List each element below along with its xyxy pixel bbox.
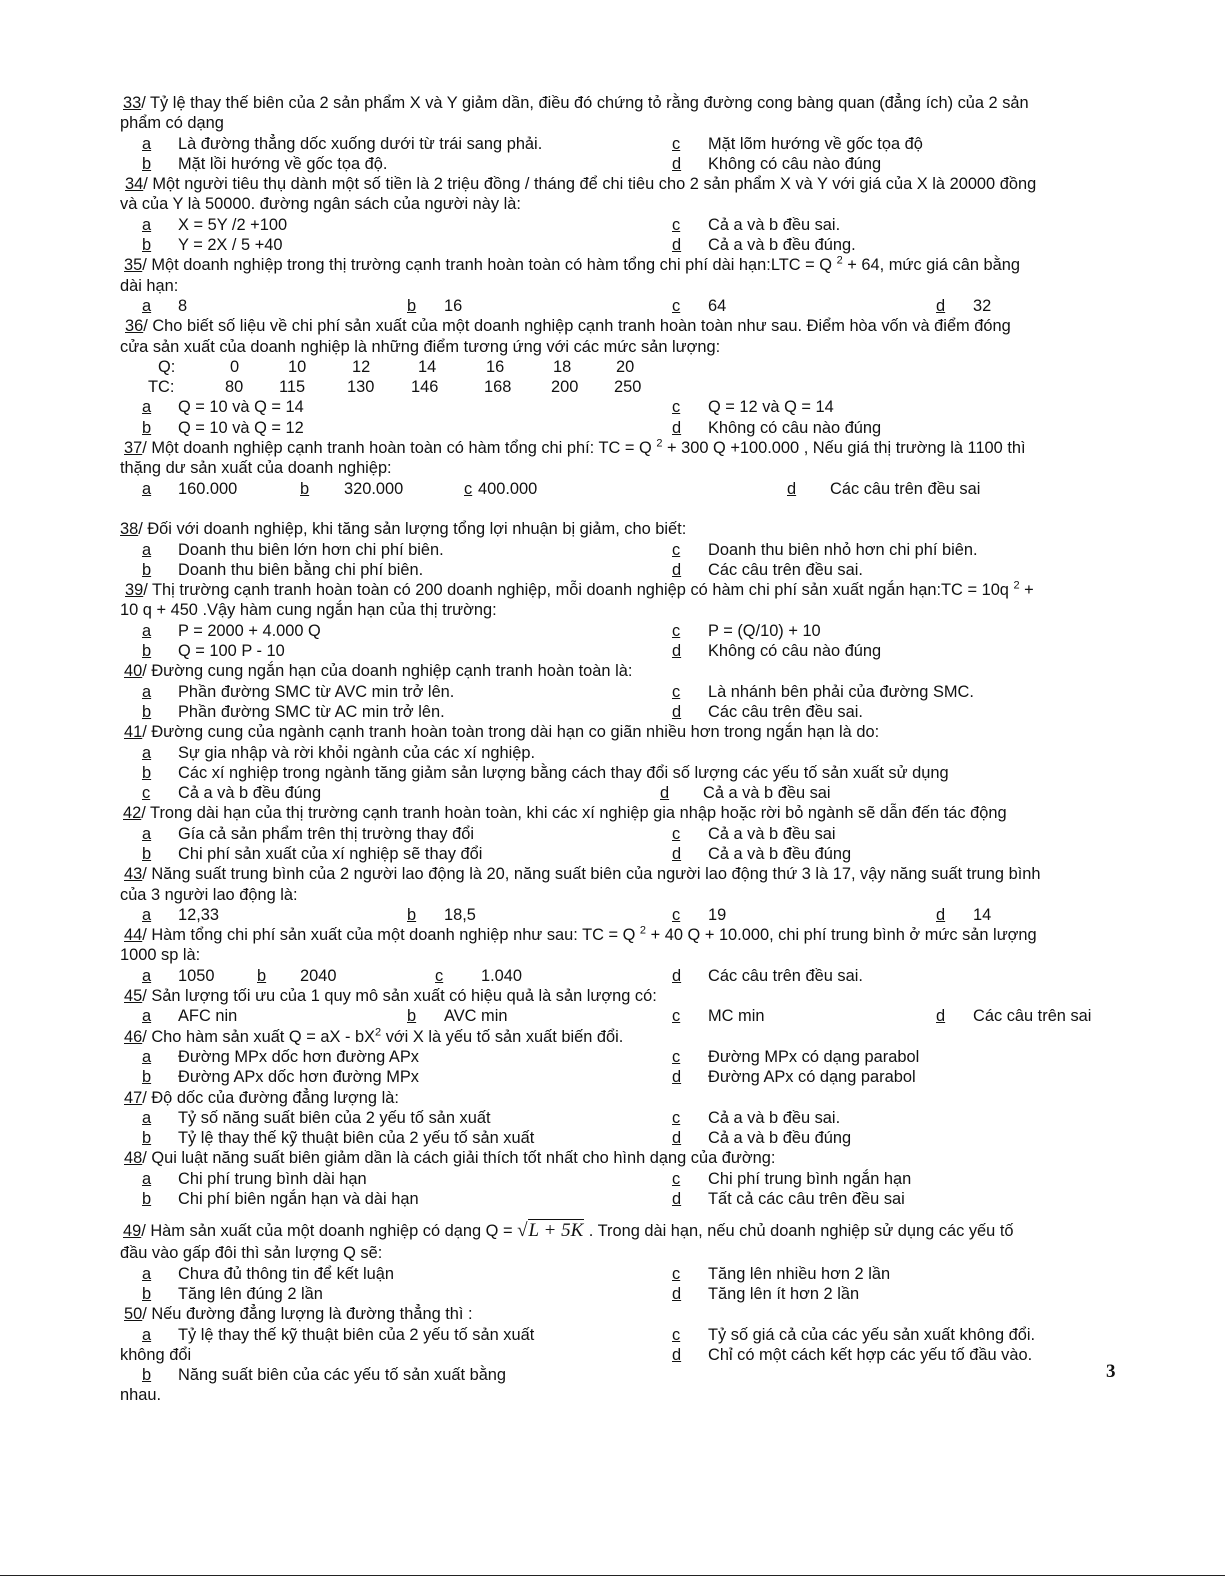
answer-row: [120, 418, 1120, 438]
option-c-text: MC min: [708, 1007, 765, 1026]
option-a-label[interactable]: a: [142, 1169, 152, 1188]
option-c-label[interactable]: c: [142, 784, 151, 803]
option-c-text: Là nhánh bên phải của đường SMC.: [708, 682, 974, 701]
superscript: 2: [375, 1026, 382, 1039]
answer-row: [120, 235, 1120, 255]
option-c-text: P = (Q/10) + 10: [708, 621, 821, 640]
table-cell: 200: [551, 378, 579, 397]
option-b-text: Đường APx dốc hơn đường MPx: [178, 1068, 419, 1087]
question-text-cont: 10 q + 450 .Vậy hàm cung ngắn hạn của thị trường:: [120, 601, 497, 620]
option-b-text: 16: [444, 296, 463, 315]
question-number: 34: [125, 175, 144, 194]
question-text: / Đường cung của ngành cạnh tranh hoàn toàn trong dài hạn co giãn nhiều hơn trong ngắn hạn là do:: [142, 723, 880, 742]
option-b-label[interactable]: b: [407, 905, 417, 924]
option-a-label[interactable]: a: [142, 296, 152, 315]
option-b-text: Chi phí biên ngắn hạn và dài hạn: [178, 1190, 419, 1209]
question-number: 39: [125, 581, 144, 600]
option-c-text: Tỷ số giá cả của các yếu sản xuất không đổi.: [708, 1325, 1036, 1344]
question-text-cont: 1000 sp là:: [120, 946, 201, 965]
table-cell: 20: [616, 357, 635, 376]
option-b-label[interactable]: b: [142, 1190, 152, 1209]
table-cell: 0: [230, 357, 240, 376]
option-d-label[interactable]: d: [672, 236, 682, 255]
option-a-text: AFC nin: [178, 1007, 238, 1026]
superscript: 2: [639, 924, 647, 937]
question-text-cont: thặng dư sản xuất của doanh nghiệp:: [120, 459, 392, 478]
option-d-text: 32: [973, 296, 992, 315]
option-a-label[interactable]: a: [142, 479, 152, 498]
question-number: 45: [124, 987, 143, 1006]
option-c-label[interactable]: c: [672, 1108, 681, 1127]
question-text: . Trong dài hạn, nếu chủ doanh nghiệp sử dụng các yếu tố: [584, 1222, 1014, 1241]
answer-row: [120, 479, 1120, 499]
option-d-text: Tăng lên ít hơn 2 lần: [708, 1284, 860, 1303]
answer-row: [120, 844, 1120, 864]
option-d-text: Cả a và b đều đúng: [708, 844, 852, 863]
question-text: / Một doanh nghiệp cạnh tranh hoàn toàn có hàm tổng chi phí: TC = Q: [142, 439, 657, 458]
option-b-text: Năng suất biên của các yếu tố sản xuất bằng: [178, 1366, 507, 1385]
option-d-label[interactable]: d: [936, 905, 946, 924]
question-40: [120, 661, 1120, 681]
option-b-label[interactable]: b: [142, 702, 152, 721]
option-b-text: 18,5: [444, 905, 476, 924]
question-47: [120, 1088, 1120, 1108]
option-a-text: Q = 10 và Q = 14: [178, 398, 304, 417]
question-text: / Sản lượng tối ưu của 1 quy mô sản xuất có hiệu quả là sản lượng có:: [142, 987, 657, 1006]
question-49: [120, 1209, 1120, 1243]
option-a-text: P = 2000 + 4.000 Q: [178, 621, 321, 640]
option-d-text: Cả a và b đều đúng: [708, 1129, 852, 1148]
page-number: 3: [1106, 1361, 1116, 1382]
question-43: [120, 864, 1120, 884]
table-label: TC:: [148, 378, 175, 397]
option-c-text: Tăng lên nhiều hơn 2 lần: [708, 1264, 891, 1283]
table-cell: 16: [486, 357, 505, 376]
option-b-label[interactable]: b: [142, 1284, 152, 1303]
answer-row: [120, 560, 1120, 580]
table-cell: 14: [418, 357, 437, 376]
option-a-text: X = 5Y /2 +100: [178, 215, 288, 234]
question-41: [120, 722, 1120, 742]
question-text: / Tỷ lệ thay thế biên của 2 sản phẩm X và Y giảm dần, điều đó chứng tỏ rằng đường cong bàng quan (đẳng ích) của 2 sản: [141, 94, 1029, 112]
question-text: / Năng suất trung bình của 2 người lao động là 20, năng suất biên của người lao động thứ 3 là 17, vậy năng suất trung bình: [142, 865, 1041, 884]
option-c-label[interactable]: c: [672, 134, 681, 153]
answer-row: [120, 682, 1120, 702]
answer-row: [120, 621, 1120, 641]
question-text: / Đường cung ngắn hạn của doanh nghiệp cạnh tranh hoàn toàn là:: [142, 662, 633, 681]
option-b-text: 2040: [300, 966, 337, 985]
question-text: / Trong dài hạn của thị trường cạnh tranh hoàn toàn, khi các xí nghiệp gia nhập hoặc rời bỏ ngành sẽ dẫn đến tác động: [141, 804, 1007, 823]
answer-row: [120, 1284, 1120, 1304]
question-number: 37: [124, 439, 143, 458]
option-d-label[interactable]: d: [672, 418, 682, 437]
question-45: [120, 986, 1120, 1006]
option-c-text: 1.040: [481, 966, 523, 985]
option-a-text: 8: [178, 296, 188, 315]
option-a-label[interactable]: a: [142, 215, 152, 234]
option-c-text: Đường MPx có dạng parabol: [708, 1047, 920, 1066]
answer-row: [120, 905, 1120, 925]
answer-row: [120, 702, 1120, 722]
question-text: / Độ dốc của đường đẳng lượng là:: [142, 1088, 399, 1107]
option-a-label[interactable]: a: [142, 1007, 152, 1026]
option-b-label[interactable]: b: [142, 1366, 152, 1385]
answer-row: [120, 1169, 1120, 1189]
option-b-text: Q = 10 và Q = 12: [178, 418, 304, 437]
table-cell: 18: [553, 357, 572, 376]
question-number: 43: [124, 865, 143, 884]
option-b-text: Doanh thu biên bằng chi phí biên.: [178, 560, 424, 579]
option-c-label[interactable]: c: [672, 1007, 681, 1026]
option-c-label[interactable]: c: [672, 1169, 681, 1188]
option-d-text: Tất cả các câu trên đều sai: [708, 1190, 905, 1209]
option-c-text: 400.000: [478, 479, 538, 498]
table-cell: 146: [411, 378, 439, 397]
option-c-label[interactable]: c: [672, 905, 681, 924]
option-b-label[interactable]: b: [300, 479, 310, 498]
option-a-label[interactable]: a: [142, 134, 152, 153]
option-c-label[interactable]: c: [672, 1264, 681, 1283]
question-text: +: [1019, 581, 1034, 600]
table-cell: 10: [288, 357, 307, 376]
question-text: + 64, mức giá cân bằng: [842, 256, 1020, 275]
option-b-label[interactable]: b: [142, 844, 152, 863]
question-text: với X là yếu tố sản xuất biến đổi.: [381, 1027, 624, 1046]
answer-row: [120, 215, 1120, 235]
option-c-text: Cả a và b đều sai.: [708, 1108, 841, 1127]
question-48: [120, 1148, 1120, 1168]
answer-row: [120, 1108, 1120, 1128]
option-c-label[interactable]: c: [464, 479, 473, 498]
superscript: 2: [1013, 579, 1020, 592]
table-label: Q:: [158, 357, 176, 376]
question-text: / Một doanh nghiệp trong thị trường cạnh tranh hoàn toàn có hàm tổng chi phí dài hạn:LTC = Q: [142, 256, 837, 275]
answer-row: [120, 1128, 1120, 1148]
question-text: / Đối với doanh nghiệp, khi tăng sản lượng tổng lợi nhuận bị giảm, cho biết:: [138, 520, 687, 539]
question-number: 47: [124, 1088, 143, 1107]
question-number: 50: [124, 1305, 143, 1324]
option-a-text: Chi phí trung bình dài hạn: [178, 1169, 367, 1188]
option-c-text: Cả a và b đều đúng: [178, 784, 322, 803]
option-a-label[interactable]: a: [142, 966, 152, 985]
table-cell: 250: [614, 378, 642, 397]
superscript: 2: [656, 437, 663, 450]
option-d-text: Cả a và b đều đúng.: [708, 236, 856, 255]
data-table-q-row: [120, 357, 1120, 377]
question-text: + 40 Q + 10.000, chi phí trung bình ở mức sản lượng: [646, 926, 1037, 945]
question-text: / Thị trường cạnh tranh hoàn toàn có 200 doanh nghiệp, mỗi doanh nghiệp có hàm chi phí sản xuất ngắn hạn:TC = 10q: [143, 581, 1014, 600]
option-d-label[interactable]: d: [672, 642, 682, 661]
option-d-text: Các câu trên đều sai: [830, 479, 981, 498]
question-number: 35: [124, 256, 143, 275]
answer-row: [120, 1047, 1120, 1067]
answer-row: [120, 1189, 1120, 1209]
option-b-text: Phần đường SMC từ AC min trở lên.: [178, 702, 445, 721]
question-42: [120, 803, 1120, 823]
option-c-label[interactable]: c: [672, 1325, 681, 1344]
question-39: [120, 580, 1120, 600]
option-a-label[interactable]: a: [142, 905, 152, 924]
option-c-label[interactable]: c: [672, 1047, 681, 1066]
option-b-text: Các xí nghiệp trong ngành tăng giảm sản lượng bằng cách thay đổi số lượng các yếu tố sản xuất sử dụng: [178, 763, 949, 782]
question-text: / Hàm tổng chi phí sản xuất của một doanh nghiệp như sau: TC = Q: [142, 926, 640, 945]
superscript: 2: [836, 254, 843, 267]
question-text-cont: dài hạn:: [120, 276, 179, 295]
table-cell: 12: [352, 357, 371, 376]
option-c-label[interactable]: c: [672, 621, 681, 640]
option-d-label[interactable]: d: [672, 966, 682, 985]
table-cell: 168: [484, 378, 512, 397]
option-a-text: Sự gia nhập và rời khỏi ngành của các xí nghiệp.: [178, 743, 536, 762]
option-a-label[interactable]: a: [142, 824, 152, 843]
option-c-text: Chi phí trung bình ngắn hạn: [708, 1169, 912, 1188]
table-cell: 80: [225, 378, 244, 397]
bottom-divider: [0, 1575, 1225, 1576]
option-c-text: Cả a và b đều sai.: [708, 215, 841, 234]
option-b-text: Mặt lồi hướng về gốc tọa độ.: [178, 154, 388, 173]
option-b-label[interactable]: b: [142, 642, 152, 661]
option-d-text: Chỉ có một cách kết hợp các yếu tố đầu vào.: [708, 1345, 1033, 1364]
option-d-label[interactable]: d: [672, 1068, 682, 1087]
answer-row: [120, 763, 1120, 783]
option-d-label[interactable]: d: [936, 1007, 946, 1026]
option-d-text: Các câu trên đều sai.: [708, 966, 863, 985]
question-37: [120, 438, 1120, 458]
option-d-text: Không có câu nào đúng: [708, 154, 882, 173]
option-c-text: 19: [708, 905, 727, 924]
answer-row: [120, 1264, 1120, 1284]
option-d-label[interactable]: d: [672, 1345, 682, 1364]
question-text-cont: và của Y là 50000. đường ngân sách của người này là:: [120, 195, 521, 214]
option-b-label[interactable]: b: [407, 296, 417, 315]
answer-row: [120, 641, 1120, 661]
option-a-label[interactable]: a: [142, 1325, 152, 1344]
option-a-text: Tỷ số năng suất biên của 2 yếu tố sản xuất: [178, 1108, 491, 1127]
option-a-label[interactable]: a: [142, 1047, 152, 1066]
option-c-text: Mặt lõm hướng về gốc tọa độ: [708, 134, 923, 153]
option-c-label[interactable]: c: [672, 296, 681, 315]
option-b-label[interactable]: b: [142, 418, 152, 437]
question-text: / Nếu đường đẳng lượng là đường thẳng thì :: [142, 1305, 473, 1324]
answer-row: [120, 397, 1120, 417]
answer-row: [120, 540, 1120, 560]
option-d-label[interactable]: d: [787, 479, 797, 498]
question-text-cont: đầu vào gấp đôi thì sản lượng Q sẽ:: [120, 1244, 383, 1263]
option-a-text: 12,33: [178, 905, 220, 924]
question-number: 38: [120, 520, 139, 539]
option-a-label[interactable]: a: [142, 743, 152, 762]
option-a-text: Đường MPx dốc hơn đường APx: [178, 1047, 419, 1066]
option-d-label[interactable]: d: [672, 1129, 682, 1148]
answer-row: [120, 1325, 1120, 1345]
option-b-label[interactable]: b: [142, 560, 152, 579]
option-b-text: Chi phí sản xuất của xí nghiệp sẽ thay đổi: [178, 844, 483, 863]
option-b-label[interactable]: b: [142, 154, 152, 173]
question-text-cont: của 3 người lao động là:: [120, 885, 298, 904]
option-a-text: Doanh thu biên lớn hơn chi phí biên.: [178, 540, 444, 559]
option-a-label[interactable]: a: [142, 540, 152, 559]
question-number: 46: [124, 1027, 143, 1046]
question-number: 42: [123, 804, 142, 823]
question-44: [120, 925, 1120, 945]
question-text: / Qui luật năng suất biên giảm dần là cách giải thích tốt nhất cho hình dạng của đường:: [142, 1149, 776, 1168]
option-a-text: Chưa đủ thông tin để kết luận: [178, 1264, 395, 1283]
option-a-text: Tỷ lệ thay thế kỹ thuật biên của 2 yếu tố sản xuất: [178, 1325, 535, 1344]
question-number: 33: [123, 94, 142, 112]
option-c-text: Cả a và b đều sai: [708, 824, 836, 843]
option-b-text: AVC min: [444, 1007, 508, 1026]
option-d-text: Các câu trên đều sai.: [708, 702, 863, 721]
question-text-cont: cửa sản xuất của doanh nghiệp là những điểm tương ứng với các mức sản lượng:: [120, 337, 721, 356]
option-a-label[interactable]: a: [142, 1264, 152, 1283]
question-50: [120, 1304, 1120, 1324]
option-d-label[interactable]: d: [672, 702, 682, 721]
option-b-label[interactable]: b: [142, 763, 152, 782]
question-text: / Hàm sản xuất của một doanh nghiệp có dạng Q =: [141, 1222, 518, 1241]
answer-row: [120, 154, 1120, 174]
option-d-label[interactable]: d: [672, 1284, 682, 1303]
option-a-label[interactable]: a: [142, 621, 152, 640]
option-d-label[interactable]: d: [672, 560, 682, 579]
option-b-text: Y = 2X / 5 +40: [178, 236, 283, 255]
question-36: [120, 316, 1120, 336]
option-d-text: 14: [973, 905, 992, 924]
answer-row: [120, 296, 1120, 316]
option-b-text: 320.000: [344, 479, 404, 498]
table-cell: 130: [347, 378, 375, 397]
option-d-text: Không có câu nào đúng: [708, 642, 882, 661]
answer-row: [120, 134, 1120, 154]
question-number: 44: [124, 926, 143, 945]
table-cell: 115: [279, 378, 306, 397]
option-c-label[interactable]: c: [672, 682, 681, 701]
option-c-label[interactable]: c: [672, 540, 681, 559]
question-number: 48: [124, 1149, 143, 1168]
question-number: 36: [125, 317, 144, 336]
option-d-label[interactable]: d: [672, 844, 682, 863]
option-d-text: Không có câu nào đúng: [708, 418, 882, 437]
option-a-text: 1050: [178, 966, 215, 985]
option-c-label[interactable]: c: [672, 398, 681, 417]
option-a-text: Gía cả sản phẩm trên thị trường thay đổi: [178, 824, 474, 843]
option-a-label[interactable]: a: [142, 1108, 152, 1127]
question-text: + 300 Q +100.000 , Nếu giá thị trường là 1100 thì: [662, 439, 1026, 458]
option-d-label[interactable]: d: [672, 1190, 682, 1209]
option-d-text: Các câu trên sai: [973, 1007, 1092, 1026]
question-number: 40: [124, 662, 143, 681]
option-c-label[interactable]: c: [672, 824, 681, 843]
question-38: [120, 519, 1120, 539]
option-d-label[interactable]: d: [672, 154, 682, 173]
option-b-text: Q = 100 P - 10: [178, 642, 285, 661]
option-b-text-cont: nhau.: [120, 1386, 162, 1405]
option-b-label[interactable]: b: [142, 236, 152, 255]
question-text-cont: phẩm có dạng: [120, 114, 224, 133]
question-46: [120, 1027, 1120, 1047]
answer-row: [120, 1006, 1120, 1026]
sqrt-formula: √L + 5K: [517, 1220, 584, 1242]
answer-row: [120, 1067, 1120, 1087]
answer-row: [120, 783, 1120, 803]
answer-row: [120, 966, 1120, 986]
answer-row: [120, 1365, 1120, 1385]
option-b-label[interactable]: b: [407, 1007, 417, 1026]
question-33: [120, 93, 1120, 113]
option-b-label[interactable]: b: [257, 966, 267, 985]
question-text: / Cho biết số liệu về chi phí sản xuất của một doanh nghiệp cạnh tranh hoàn toàn như sau. Điểm hòa vốn và điểm đóng: [143, 317, 1011, 336]
option-d-text: Cả a và b đều sai: [703, 784, 831, 803]
option-b-text: Tăng lên đúng 2 lần: [178, 1284, 323, 1303]
answer-row: [120, 743, 1120, 763]
option-d-text: Đường APx có dạng parabol: [708, 1068, 916, 1087]
option-c-text: 64: [708, 296, 727, 315]
option-a-label[interactable]: a: [142, 398, 152, 417]
question-text: / Cho hàm sản xuất Q = aX - bX: [142, 1027, 376, 1046]
option-a-text: 160.000: [178, 479, 238, 498]
answer-row: [120, 1345, 1120, 1365]
option-a-text: Là đường thẳng dốc xuống dưới từ trái sang phải.: [178, 134, 543, 153]
question-number: 41: [124, 723, 143, 742]
answer-row: [120, 824, 1120, 844]
option-a-label[interactable]: a: [142, 682, 152, 701]
option-a-text: Phần đường SMC từ AVC min trở lên.: [178, 682, 455, 701]
option-b-text: Tỷ lệ thay thế kỹ thuật biên của 2 yếu tố sản xuất: [178, 1129, 535, 1148]
option-d-text: Các câu trên đều sai.: [708, 560, 863, 579]
option-c-label[interactable]: c: [672, 215, 681, 234]
question-text: / Một người tiêu thụ dành một số tiền là 2 triệu đồng / tháng để chi tiêu cho 2 sản phẩm X và Y với giá của X là 20000 đồng: [143, 175, 1037, 194]
option-b-label[interactable]: b: [142, 1068, 152, 1087]
option-b-label[interactable]: b: [142, 1129, 152, 1148]
question-number: 49: [123, 1222, 142, 1241]
option-d-label[interactable]: d: [660, 784, 670, 803]
option-c-text: Doanh thu biên nhỏ hơn chi phí biên.: [708, 540, 978, 559]
option-c-text: Q = 12 và Q = 14: [708, 398, 834, 417]
data-table-tc-row: [120, 377, 1120, 397]
question-34: [120, 174, 1120, 194]
option-d-label[interactable]: d: [936, 296, 946, 315]
option-c-label[interactable]: c: [435, 966, 444, 985]
option-a-text-cont: không đổi: [120, 1345, 192, 1364]
exam-page: [120, 93, 1120, 1406]
question-35: [120, 255, 1120, 275]
